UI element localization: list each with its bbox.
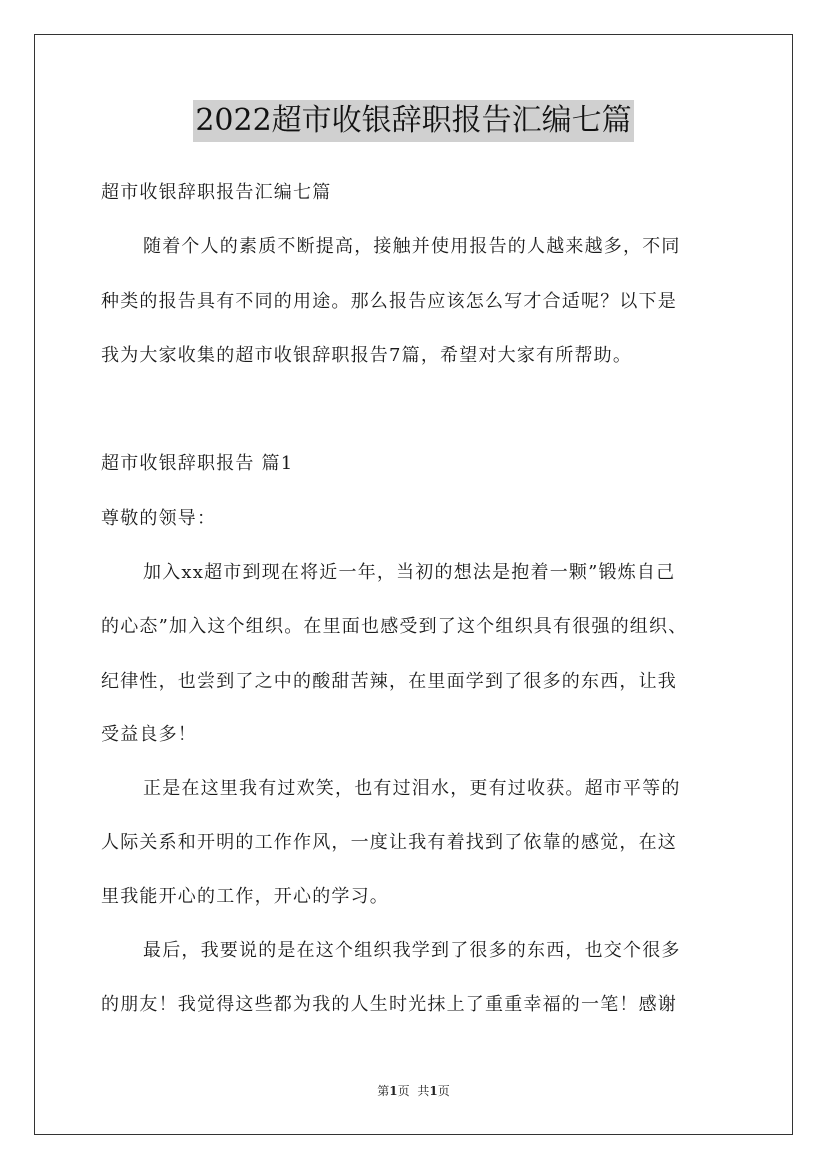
- paragraph-line: 的朋友！我觉得这些都为我的人生时光抹上了重重幸福的一笔！感谢: [101, 994, 677, 1015]
- footer-page-prefix: 第: [377, 1084, 390, 1098]
- footer-page-suffix: 页: [397, 1084, 410, 1098]
- footer-total-suffix: 页: [437, 1084, 450, 1098]
- intro-line: 随着个人的素质不断提高，接触并使用报告的人越来越多，不同: [143, 236, 681, 257]
- footer-total-prefix: 共: [417, 1084, 430, 1098]
- paragraph-line: 加入xx超市到现在将近一年，当初的想法是抱着一颗”锻炼自己: [143, 562, 676, 583]
- page-footer: [0, 1083, 827, 1099]
- paragraph-line: 正是在这里我有过欢笑，也有过泪水，更有过收获。超市平等的: [143, 778, 681, 799]
- footer-page-number: 1: [389, 1084, 398, 1098]
- paragraph-line: 人际关系和开明的工作作风，一度让我有着找到了依靠的感觉，在这: [101, 832, 677, 853]
- document-subtitle: 超市收银辞职报告汇编七篇: [101, 182, 332, 203]
- title-container: [0, 100, 827, 142]
- section-heading: 超市收银辞职报告 篇1: [101, 453, 294, 474]
- paragraph-line: 的心态”加入这个组织。在里面也感受到了这个组织具有很强的组织、: [101, 616, 688, 637]
- footer-total-number: 1: [429, 1084, 438, 1098]
- paragraph-line: 最后，我要说的是在这个组织我学到了很多的东西，也交个很多: [143, 940, 681, 961]
- document-title: 2022超市收银辞职报告汇编七篇: [193, 100, 633, 142]
- intro-line: 我为大家收集的超市收银辞职报告7篇，希望对大家有所帮助。: [101, 345, 633, 366]
- paragraph-line: 纪律性，也尝到了之中的酸甜苦辣，在里面学到了很多的东西，让我: [101, 671, 677, 692]
- salutation: 尊敬的领导：: [101, 508, 217, 529]
- paragraph-line: 受益良多！: [101, 724, 197, 745]
- intro-line: 种类的报告具有不同的用途。那么报告应该怎么写才合适呢？以下是: [101, 291, 677, 312]
- paragraph-line: 里我能开心的工作，开心的学习。: [101, 886, 389, 907]
